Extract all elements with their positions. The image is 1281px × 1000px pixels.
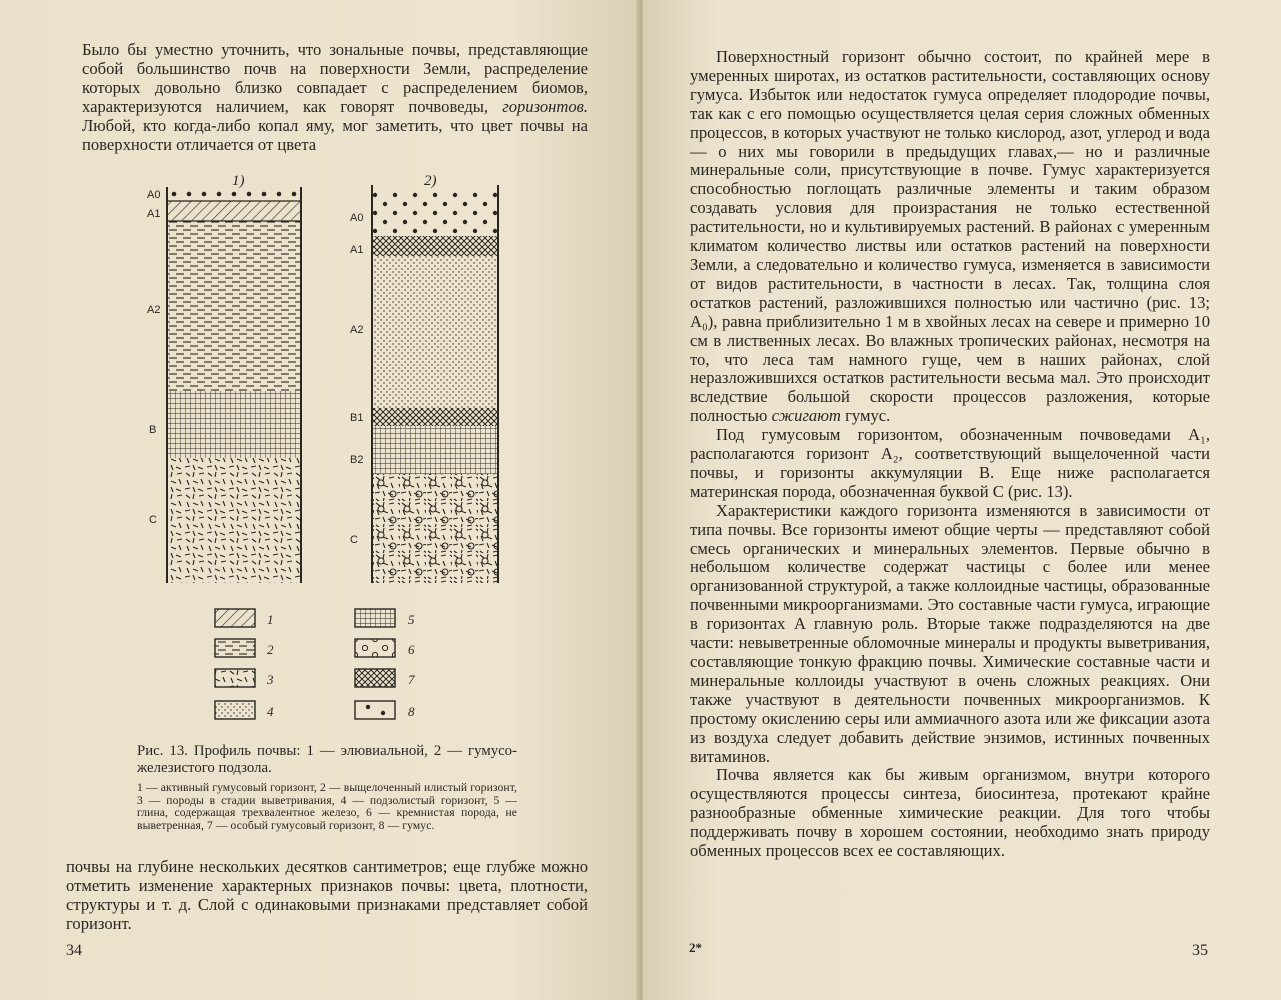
legend-item <box>355 609 415 627</box>
legend-item <box>355 639 415 657</box>
left-bottom-paragraph: почвы на глубине нескольких десятков сантиметров; еще глубже можно отметить изменение характерных признаков почвы: цвета, плотности, структуры и т. д. Слой с одинаковыми признаками представляет собой горизонт. <box>66 857 588 933</box>
paragraph: Характеристики каждого горизонта изменяются в зависимости от типа почвы. Все горизонты имеют общие черты — представляют собой смесь органических и минеральных элементов. Первые обычно в небольшом количестве содержат частицы с более или менее организованной структурой, а также коллоидные частицы, образованные почвенными микроорганизмами. Это составные части гумуса, играющие в горизонтах A главную роль. Вторые также подразделяются на две части: невыветренные обломочные минералы и продукты выветривания, составляющие тонкую фракцию почвы. Химические составные части и минеральные коллоиды участвуют в очень сложных реакциях. Они также участвуют в деятельности почвенных микроорганизмов. К простому окислению серы или аммиачного азота или же фиксации азота из воздуха следует добавить действие энзимов, истинных почвенных витаминов. <box>690 500 1210 766</box>
legend-key: 4 <box>267 704 274 719</box>
horizon-label: A1 <box>147 208 161 220</box>
horizon-label: A2 <box>350 324 364 336</box>
profile-2-column <box>372 185 498 583</box>
horizon-label: A2 <box>147 304 161 316</box>
text-run: Поверхностный горизонт обычно состоит, по крайней мере в умеренных широтах, из остатков растительности, составляющих основу гумуса. Избыток или недостаток гумуса определяет плодородие почвы, так как с его помощью осуществляется целая серия сложных обменных процессов, в которых участвуют не только кислород, азот, углерод и вода — о них мы говорили в предыдущих главах,— но и различные минеральные соли, присутствующие в почве. Гумус характеризуется способностью поглощать различные элементы и таким образом создавать условия для произрастания не только естественной растительности, но и культивируемых растений. В районах с умеренным климатом количество листвы или остатков растений на поверхности Земли, а следовательно и количество гумуса, изменяется в зависимости от видов растительности, в частности в лесах. Так, толщина слоя остатков растений, разложившихся полностью или частично (рис. 13; A₀), равна приблизительно 1 м в хвойных лесах на севере и примерно 10 см в лиственных лесах. Во влажных тропических районах, несмотря на то, что леса там намного гуще, чем в наших районах, слой неразложившихся остатков растительности весьма мал. Это происходит вследствие большой скорости процессов разложения, которые полностью <box>690 47 1210 426</box>
emphasized-term: горизонтов. <box>502 96 588 116</box>
left-page <box>0 0 638 1000</box>
legend-key: 8 <box>408 704 415 719</box>
horizon-label: C <box>350 534 358 546</box>
figure-legend <box>215 609 415 719</box>
paragraph <box>690 48 1210 426</box>
horizon-label: A0 <box>147 189 161 201</box>
caption-legend-text: 1 — активный гумусовый горизонт, 2 — выщелоченный илистый горизонт, 3 — породы в стадии выветривания, 4 — подзолистый горизонт, 5 — глина, содержащая трехвалентное железо, 6 — кремнистая порода, не выветренная, 7 — особый гумусовый горизонт, 8 — гумус. <box>137 781 517 832</box>
profile-1-horizon-labels <box>147 189 160 526</box>
text-run: Любой, кто когда-либо копал яму, мог заметить, что цвет почвы на поверхности отличается от цвета <box>82 115 588 154</box>
left-top-paragraph <box>82 41 588 154</box>
text-run: Было бы уместно уточнить, что зональные почвы, представляющие собой большинство почв на поверхности Земли, распределение которых довольно близко совпадает с распределением биомов, характеризуются наличием, как говорят почвоведы, <box>82 40 588 116</box>
legend-key: 2 <box>267 642 274 657</box>
profile-2-label: 2) <box>424 173 437 189</box>
page-number: 35 <box>1192 942 1208 959</box>
paragraph: Под гумусовым горизонтом, обозначенным почвоведами A₁, располагаются горизонт A₂, соответствующий выщелоченной части почвы, и горизонты аккумуляции B. Еще ниже располагается материнская порода, обозначенная буквой C (рис. 13). <box>690 425 1210 501</box>
profile-2-horizon-labels <box>350 212 363 546</box>
horizon-label: C <box>149 514 157 526</box>
text-run: гумус. <box>845 406 891 426</box>
right-page-text <box>690 48 1210 861</box>
legend-item <box>355 669 415 687</box>
legend-item <box>215 609 274 627</box>
right-page <box>643 0 1281 1000</box>
soil-profile-figure <box>140 163 540 733</box>
horizon-label: B2 <box>350 454 364 466</box>
profile-1-label: 1) <box>232 173 245 189</box>
signature-mark: 2* <box>689 940 702 955</box>
legend-key: 6 <box>408 642 415 657</box>
horizon-label: B <box>149 424 157 436</box>
page-number: 34 <box>66 942 82 959</box>
caption-title: Рис. 13. Профиль почвы: 1 — элювиальной, 2 — гумусо-железистого подзола. <box>137 743 517 776</box>
legend-key: 5 <box>408 612 415 627</box>
legend-item <box>355 701 415 719</box>
figure-caption <box>137 743 517 832</box>
legend-key: 3 <box>267 672 274 687</box>
soil-profile-drawing <box>140 163 540 733</box>
legend-key: 7 <box>408 672 415 687</box>
profile-1-column <box>167 187 301 583</box>
legend-key: 1 <box>267 612 274 627</box>
emphasized-term: сжигают <box>771 406 841 426</box>
legend-item <box>215 701 274 719</box>
horizon-label: A1 <box>350 244 364 256</box>
horizon-label: B1 <box>350 412 364 424</box>
legend-item <box>215 669 274 687</box>
horizon-label: A0 <box>350 212 364 224</box>
legend-item <box>215 639 274 657</box>
paragraph: Почва является как бы живым организмом, внутри которого осуществляются процессы синтеза, биосинтеза, протекают крайне разнообразные обменные химические реакции. Для того чтобы поддерживать почву в хорошем состоянии, необходимо знать природу обменных процессов всех ее составляющих. <box>690 765 1210 861</box>
